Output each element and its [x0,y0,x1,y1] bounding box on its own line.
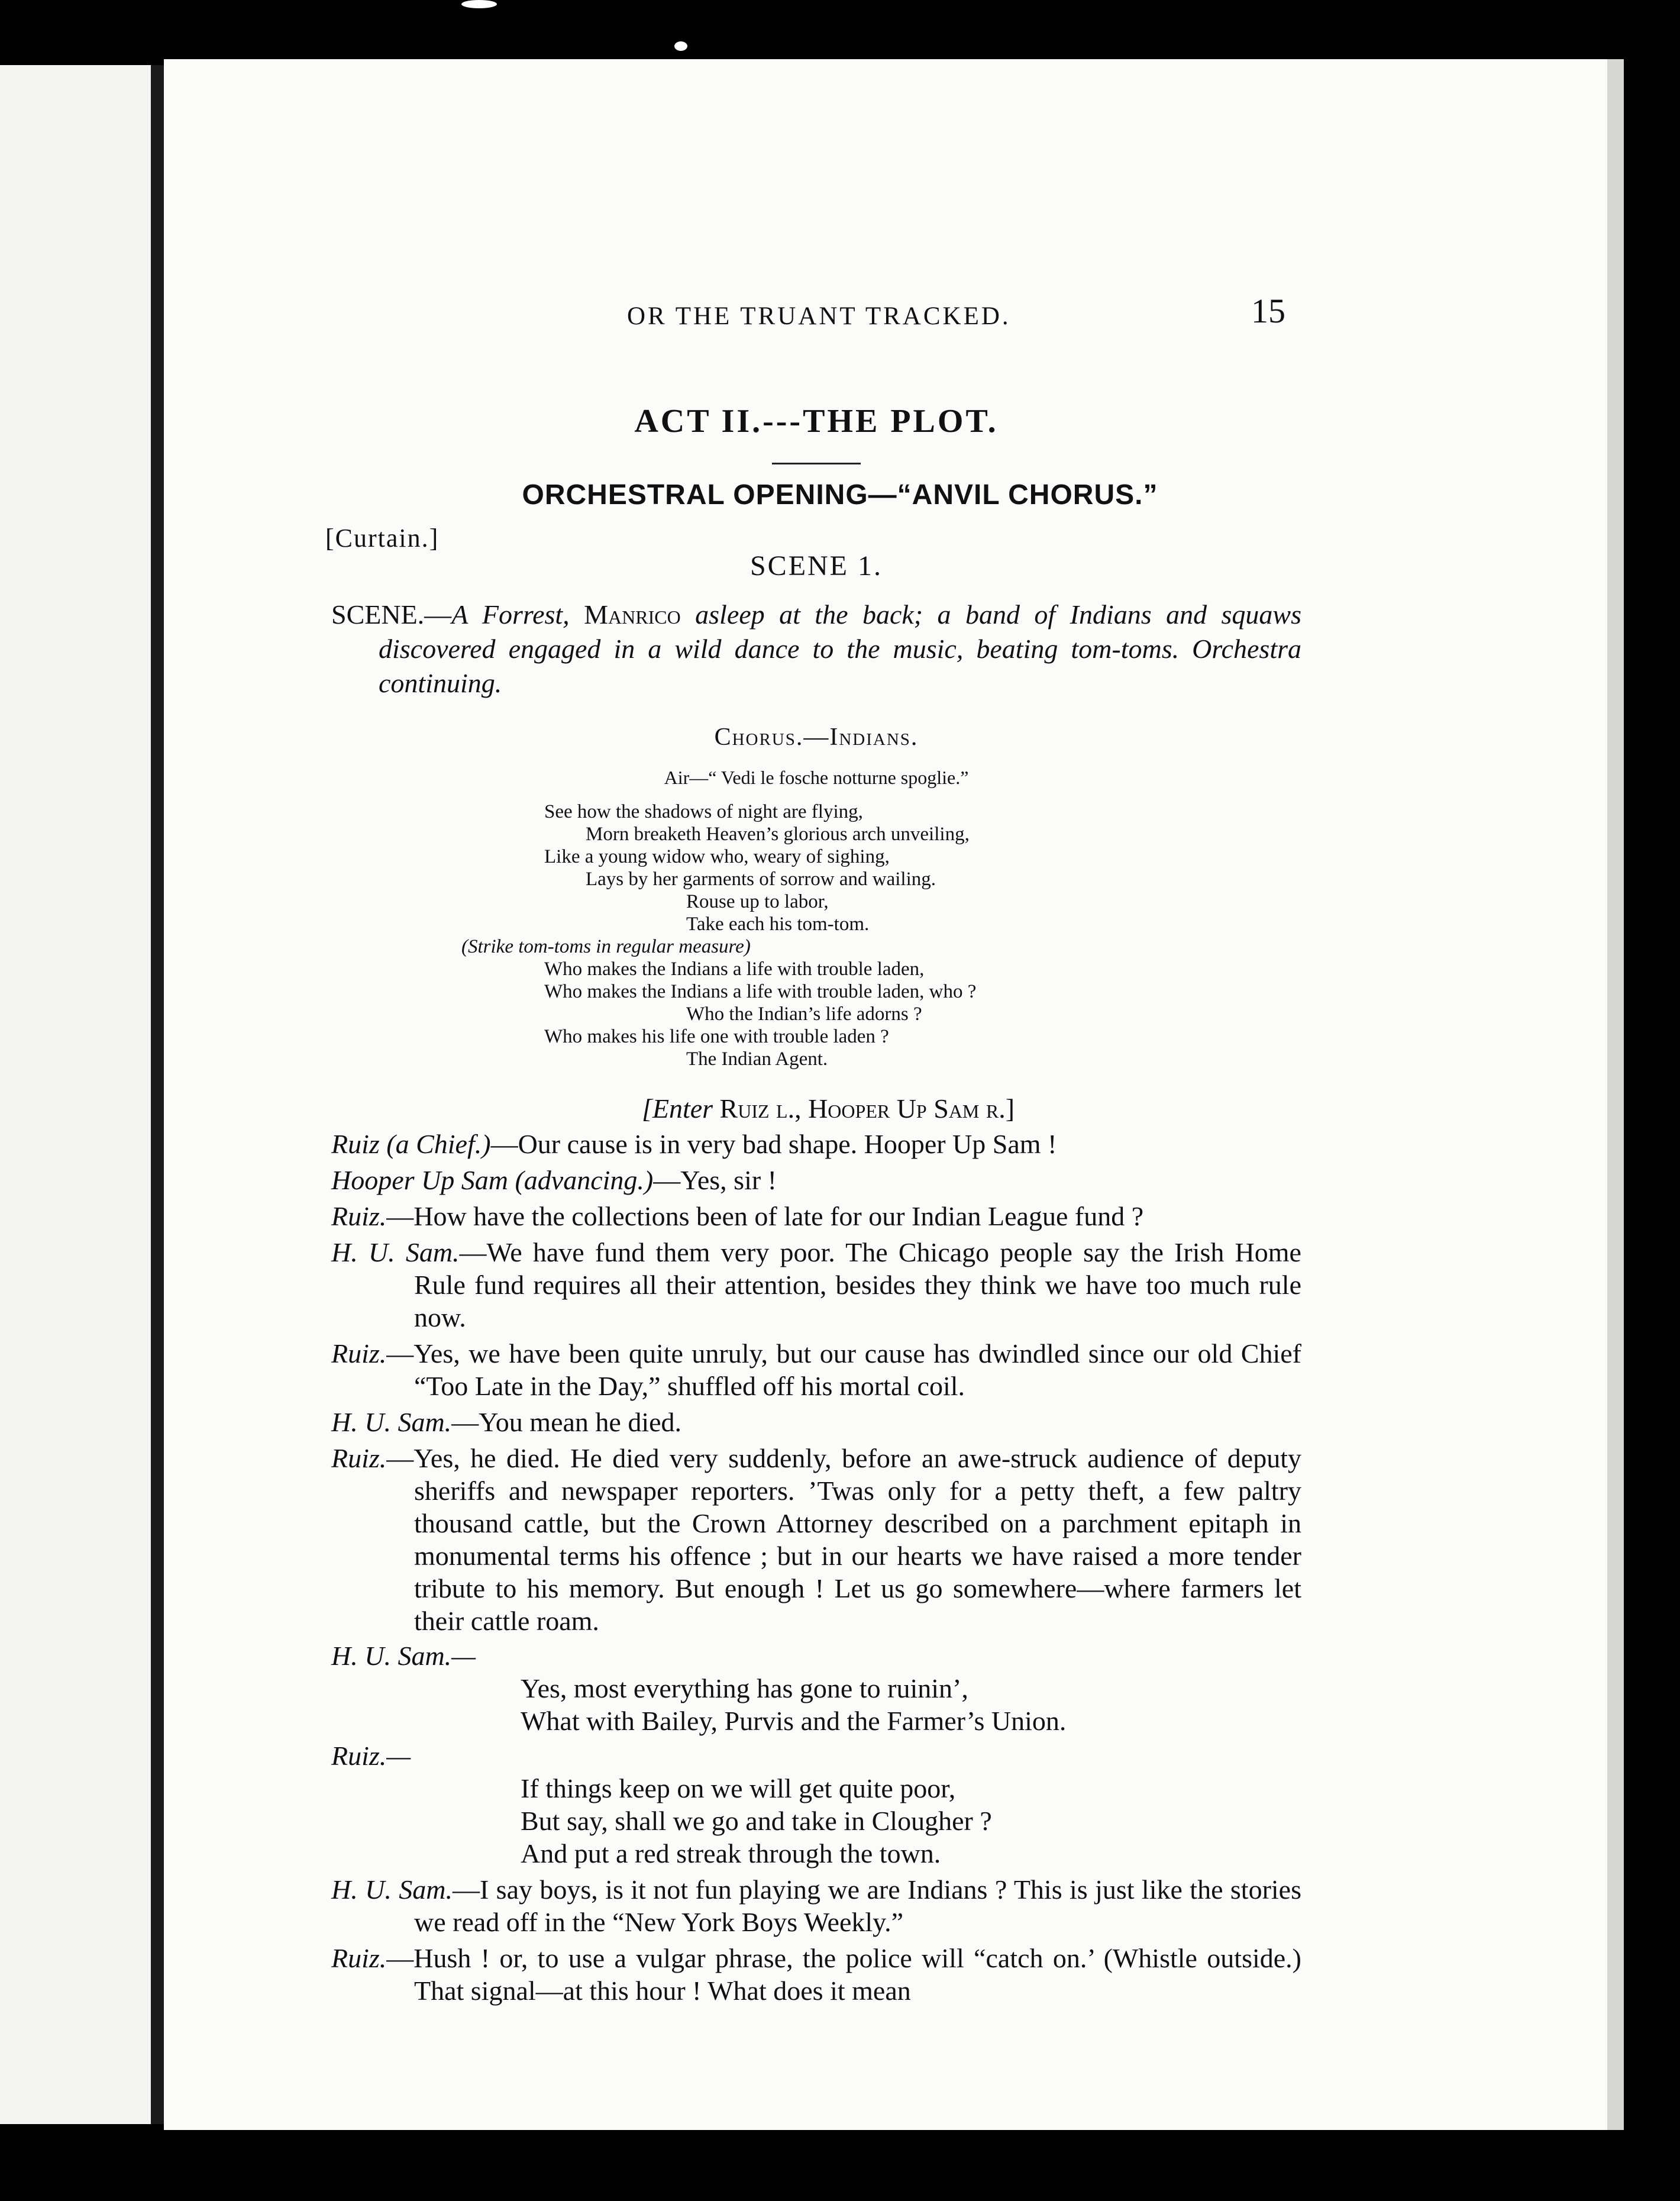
song-line: Who the Indian’s life adorns ? [686,1003,922,1025]
speech [331,1128,1301,1160]
speech-text: —Our cause is in very bad shape. Hooper Up Sam ! [490,1129,1057,1159]
song-lyrics [461,801,1301,1070]
running-head [331,278,1301,349]
verse-line: What with Bailey, Purvis and the Farmer’s Union. [521,1706,1067,1736]
speech-text: —Yes, we have been quite unruly, but our cause has dwindled since our old Chief “Too Late in the Day,” shuffled off his mortal coil. [386,1338,1301,1401]
song-line: See how the shadows of night are flying, [544,801,863,822]
speech-text: —I say boys, is it not fun playing we are Indians ? This is just like the stories we read off in the “New York Boys Weekly.” [414,1874,1301,1937]
speaker-name: Ruiz. [331,1201,387,1231]
song-line: Rouse up to labor, [686,891,829,912]
stage-direction-curtain: [Curtain.] [325,524,440,553]
scene-heading: SCENE 1. [749,550,883,582]
left-page-edge [0,65,151,2124]
song-line: Morn breaketh Heaven’s glorious arch unveiling, [586,824,970,845]
speech [331,1442,1301,1637]
song-line: (Strike tom-toms in regular measure) [461,936,751,957]
dialogue-block [331,1128,1301,1637]
page-edge [1607,59,1624,2130]
speech [331,1164,1301,1196]
speaker-name: Ruiz (a Chief.) [331,1129,491,1159]
scan-speck [674,41,687,51]
speech-text: —You mean he died. [451,1407,682,1437]
song-line: Who makes the Indians a life with trouble laden, who ? [544,981,977,1002]
speech-text: —Hush ! or, to use a vulgar phrase, the police will “catch on.’ (Whistle outside.) That signal—at this hour ! What does it mean [386,1943,1301,2006]
speech [331,1873,1301,1938]
scene-label: SCENE.— [331,599,452,630]
scan-speck [461,0,497,8]
verse-line: And put a red streak through the town. [521,1838,941,1868]
verse-speaker: H. U. Sam.— [331,1641,476,1671]
scene-description [331,598,1301,701]
speech-text: —Yes, sir ! [653,1165,777,1195]
speech [331,1406,1301,1438]
orchestral-opening: ORCHESTRAL OPENING—“ANVIL CHORUS.” [522,479,1158,511]
air-title: Air—“ Vedi le fosche notturne spoglie.” [664,767,969,788]
song-line: Who makes his life one with trouble laden ? [544,1026,889,1047]
verse-block [331,1672,1301,1737]
speech [331,1200,1301,1232]
page-number: 15 [1251,292,1285,330]
dialogue-block [331,1873,1301,2007]
song-line: Who makes the Indians a life with trouble laden, [544,958,925,980]
stage-direction-enter [355,1093,1301,1124]
speaker-name: Ruiz. [331,1943,387,1973]
running-title: OR THE TRUANT TRACKED. [627,302,1011,330]
song-line: The Indian Agent. [686,1048,828,1070]
character-name: Manrico [584,599,681,630]
speaker-name: Ruiz. [331,1338,387,1369]
enter-characters: Ruiz l., Hooper Up Sam r.] [719,1093,1015,1124]
verse-line: But say, shall we go and take in Clougher ? [521,1806,992,1836]
divider [772,463,861,464]
scene-desc-part: asleep at the back; a band of Indians and squaws discovered engaged in a wild dance to the music, beating tom-toms. Orchestra continuing. [379,599,1301,698]
song-line: Like a young widow who, weary of sighing, [544,846,890,867]
speech [331,1337,1301,1402]
speaker-name: H. U. Sam. [331,1874,453,1905]
book-gutter [151,65,164,2124]
page-content [325,278,1301,2007]
speech [331,1942,1301,2007]
verse-block [331,1772,1301,1870]
speech-text: —Yes, he died. He died very suddenly, before an awe-struck audience of deputy sheriffs and newspaper reporters. ’Twas only for a petty theft, a few paltry thousand cattle, but the Crown Attorney described on a parchment epitaph in monumental terms his offence ; but in our hearts we have raised a more tender tribute to his memory. But enough ! Let us go somewhere—where farmers let their cattle roam. [386,1443,1301,1636]
song-line: Take each his tom-tom. [686,914,870,935]
scene-desc-part: A Forrest, [451,599,584,630]
speech-text: —How have the collections been of late for our Indian League fund ? [386,1201,1144,1231]
verse-line: If things keep on we will get quite poor, [521,1773,956,1803]
chorus-title: Chorus.—Indians. [714,724,919,751]
speaker-name: H. U. Sam. [331,1237,460,1267]
verse-line: Yes, most everything has gone to ruinin’, [521,1673,968,1703]
verse-speaker: Ruiz.— [331,1741,411,1771]
speaker-name: Hooper Up Sam (advancing.) [331,1165,654,1195]
act-title: ACT II.---THE PLOT. [634,403,999,440]
speaker-name: H. U. Sam. [331,1407,452,1437]
speech-text: —We have fund them very poor. The Chicago people say the Irish Home Rule fund requires all their attention, besides they think we have too much rule now. [414,1237,1301,1332]
speech [331,1236,1301,1334]
song-line: Lays by her garments of sorrow and wailing. [586,869,936,890]
enter-prefix: [Enter [641,1093,720,1124]
speaker-name: Ruiz. [331,1443,387,1473]
